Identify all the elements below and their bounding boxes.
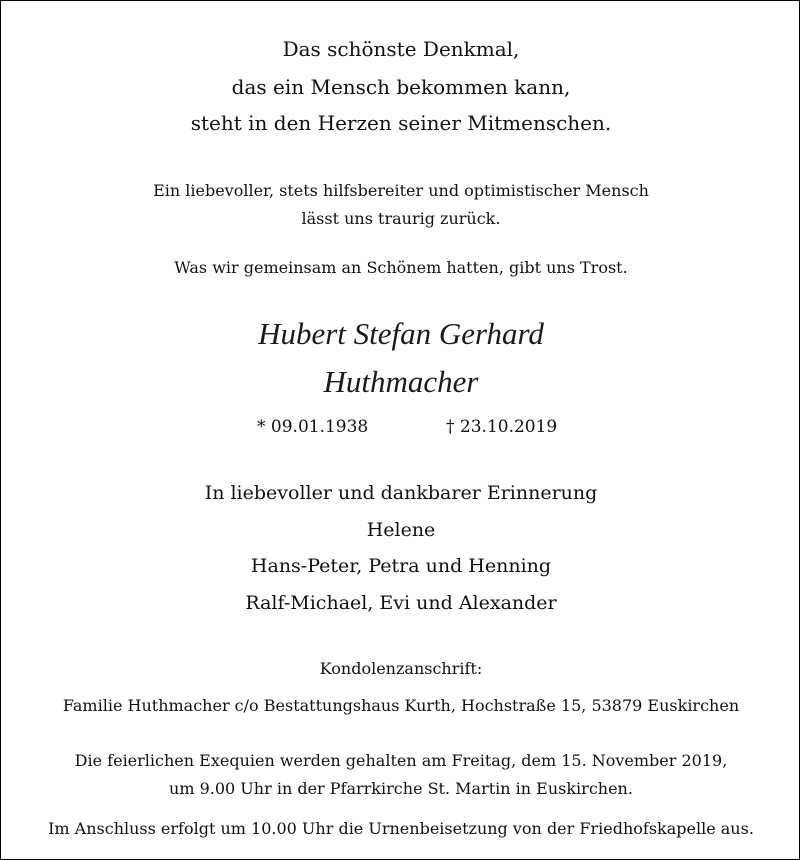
death-date: † 23.10.2019 xyxy=(446,417,558,437)
motto-line-1: Das schönste Denkmal, xyxy=(282,37,520,61)
deceased-given-names: Hubert Stefan Gerhard xyxy=(258,316,544,351)
service-line-1: Die feierlichen Exequien werden gehalten am Freitag, dem 15. November 2019, xyxy=(74,751,728,770)
description-line-2: lässt uns traurig zurück. xyxy=(301,209,501,228)
service-line-2: um 9.00 Uhr in der Pfarrkirche St. Martin in Euskirchen. xyxy=(169,779,633,798)
condolence-address: Familie Huthmacher c/o Bestattungshaus Kurth, Hochstraße 15, 53879 Euskirchen xyxy=(62,696,740,715)
condolence-label: Kondolenzanschrift: xyxy=(319,659,483,678)
mourners-intro: In liebevoller und dankbarer Erinnerung xyxy=(204,482,598,504)
birth-date: * 09.01.1938 xyxy=(257,417,369,437)
mourner-line: Hans-Peter, Petra und Henning xyxy=(250,555,552,577)
mourner-line: Helene xyxy=(366,519,436,541)
deceased-surname: Huthmacher xyxy=(323,364,479,399)
description-line-1: Ein liebevoller, stets hilfsbereiter und optimistischer Mensch xyxy=(153,181,649,200)
burial-text: Im Anschluss erfolgt um 10.00 Uhr die Urnenbeisetzung von der Friedhofskapelle aus. xyxy=(48,819,754,838)
motto-line-3: steht in den Herzen seiner Mitmenschen. xyxy=(190,111,612,135)
motto-line-2: das ein Mensch bekommen kann, xyxy=(231,75,571,99)
mourner-line: Ralf-Michael, Evi und Alexander xyxy=(245,592,557,614)
consolation-text: Was wir gemeinsam an Schönem hatten, gibt uns Trost. xyxy=(174,258,628,277)
